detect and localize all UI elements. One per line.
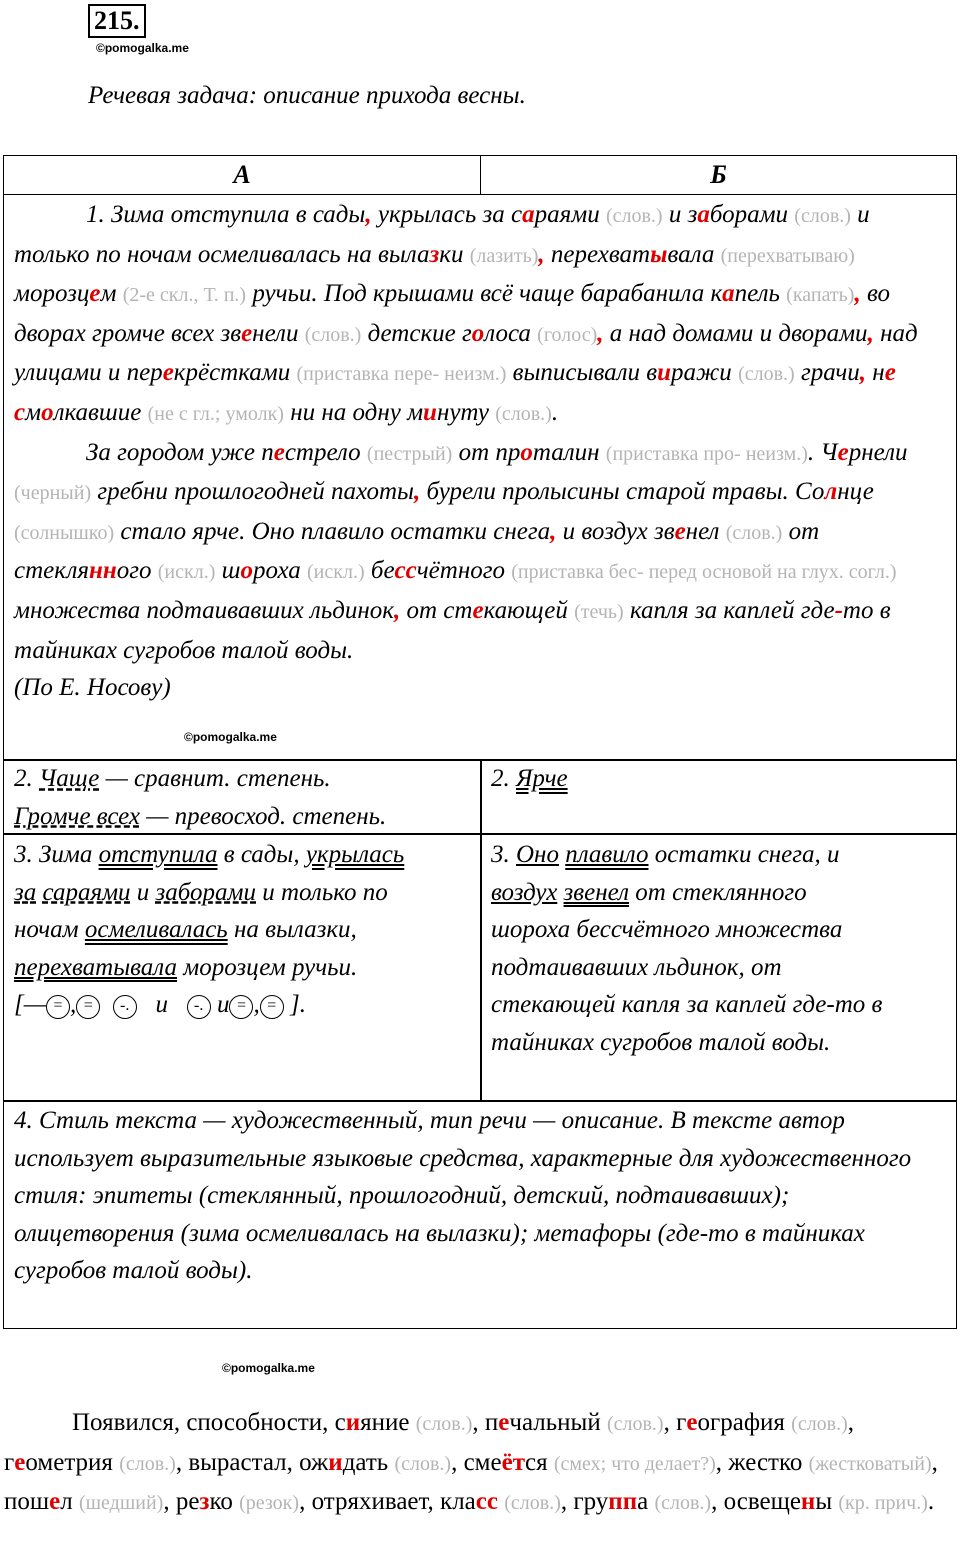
cell-3a: 3. Зима отступила в сады, укрылась за сараями и заборами и только по ночам осмеливалась на вылазки, перехватывала морозцем ручьи. [— = , = -. и -. и = , = ].: [14, 841, 405, 1019]
table-watermark: ©pomogalka.me: [184, 730, 277, 744]
conclusion: 4. Стиль текста — художественный, тип речи — описание. В тексте автор использует выразительные языковые средства, характерные для художественного стиля: эпитеты (стеклянный, прошлогодний, детский, подтаивавших); олицетворения (зима осмеливалась на вылазки); метафоры (где-то в тайниках сугробов талой воды).: [14, 1107, 912, 1285]
task-line: Речевая задача: описание прихода весны.: [88, 82, 526, 109]
exercise-number: 215.: [88, 4, 146, 38]
cell-3b: 3. Оно плавило остатки снега, и воздух звенел от стеклянного шороха бессчётного множества подтаивавших льдинок, от стекающей капля за каплей где-то в тайниках сугробов талой воды.: [491, 841, 883, 1056]
analysis-table: [3, 155, 957, 1329]
footer-watermark: ©pomogalka.me: [222, 1361, 315, 1375]
cell-2a: 2. Чаще — сравнит. степень. Громче всех — превосход. степень.: [14, 765, 387, 830]
spelling-exercise: Появился, способности, сияние (слов.), печальный (слов.), география (слов.), геометрия (слов.), вырастал, ожидать (слов.), смеётся (смех; что делает?), жестко (жестковатый), пошел (шедший), резко (резок), отряхивает, класс (слов.), группа (слов.), освещены (кр. прич.).: [4, 1409, 938, 1515]
row-divider: [481, 833, 956, 835]
column-b-header: Б: [481, 156, 956, 195]
cell-2b: 2. Ярче: [491, 765, 568, 792]
watermark: ©pomogalka.me: [96, 41, 189, 55]
column-a-header: А: [4, 156, 481, 195]
col-divider: [480, 759, 482, 1100]
source-text: 1. Зима отступила в сады, укрылась за сараями (слов.) и заборами (слов.) и только по ночам осмеливалась на вылазки (лазить), перехватывала (перехватываю) морозцем (2-е скл., Т. п.) ручьи. Под крышами всё чаще барабанила капель (капать), во дворах громче всех звенели (слов.) детские голоса (голос), а над домами и дворами, над улицами и перекрёстками (приставка пере- неизм.) выписывали виражи (слов.) грачи, не смолкавшие (не с гл.; умолк) ни на одну минуту (слов.). За городом уже пестрело (пестрый) от проталин (приставка про- неизм.). Чернели (черный) гребни прошлогодней пахоты, бурели пролысины старой травы. Солнце (солнышко) стало ярче. Оно плавило остатки снега, и воздух звенел (слов.) от стеклянного (искл.) шороха (искл.) бессчётного (приставка бес- перед основой на глух. согл.) множества подтаивавших льдинок, от стекающей (течь) капля за каплей где-то в тайниках сугробов талой воды. (По Е. Носову): [14, 201, 918, 702]
